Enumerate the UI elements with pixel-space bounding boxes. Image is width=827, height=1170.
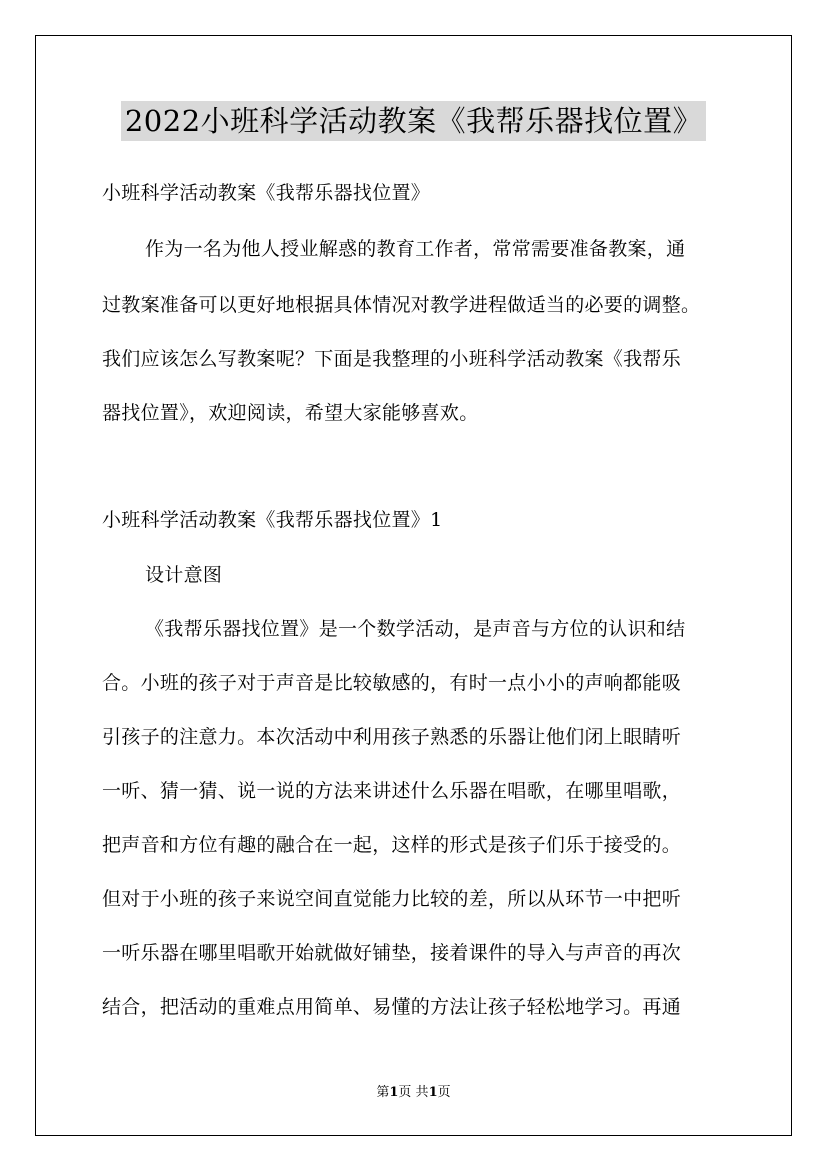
paragraph-line: 一听乐器在哪里唱歌开始就做好铺垫，接着课件的导入与声音的再次 xyxy=(102,942,682,964)
page-footer xyxy=(0,1084,827,1102)
paragraph-line: 器找位置》，欢迎阅读，希望大家能够喜欢。 xyxy=(102,402,479,424)
paragraph-line: 合。小班的孩子对于声音是比较敏感的，有时一点小小的声响都能吸 xyxy=(102,672,682,694)
paragraph-line: 结合，把活动的重难点用简单、易懂的方法让孩子轻松地学习。再通 xyxy=(102,996,682,1018)
title-container xyxy=(0,101,827,141)
paragraph-line: 引孩子的注意力。本次活动中利用孩子熟悉的乐器让他们闭上眼睛听 xyxy=(102,726,682,748)
paragraph-line: 但对于小班的孩子来说空间直觉能力比较的差，所以从环节一中把听 xyxy=(102,888,682,910)
paragraph-line: 我们应该怎么写教案呢？下面是我整理的小班科学活动教案《我帮乐 xyxy=(102,348,682,370)
subsection-heading: 设计意图 xyxy=(145,564,223,586)
page-label-suffix: 页 xyxy=(437,1085,451,1100)
current-page-number: 1 xyxy=(389,1085,399,1100)
document-title: 2022小班科学活动教案《我帮乐器找位置》 xyxy=(121,101,706,141)
page-label-middle: 页 共 xyxy=(398,1085,429,1100)
subtitle-line: 小班科学活动教案《我帮乐器找位置》 xyxy=(102,182,431,204)
paragraph-line: 过教案准备可以更好地根据具体情况对教学进程做适当的必要的调整。 xyxy=(102,294,701,316)
paragraph-line: 《我帮乐器找位置》是一个数学活动，是声音与方位的认识和结 xyxy=(145,618,686,640)
total-page-number: 1 xyxy=(428,1085,438,1100)
paragraph-line: 作为一名为他人授业解惑的教育工作者，常常需要准备教案，通 xyxy=(145,238,686,260)
paragraph-line: 一听、猜一猜、说一说的方法来讲述什么乐器在唱歌，在哪里唱歌， xyxy=(102,780,682,802)
section-heading: 小班科学活动教案《我帮乐器找位置》1 xyxy=(102,509,443,531)
paragraph-line: 把声音和方位有趣的融合在一起，这样的形式是孩子们乐于接受的。 xyxy=(102,834,682,856)
page-label-prefix: 第 xyxy=(376,1085,390,1100)
